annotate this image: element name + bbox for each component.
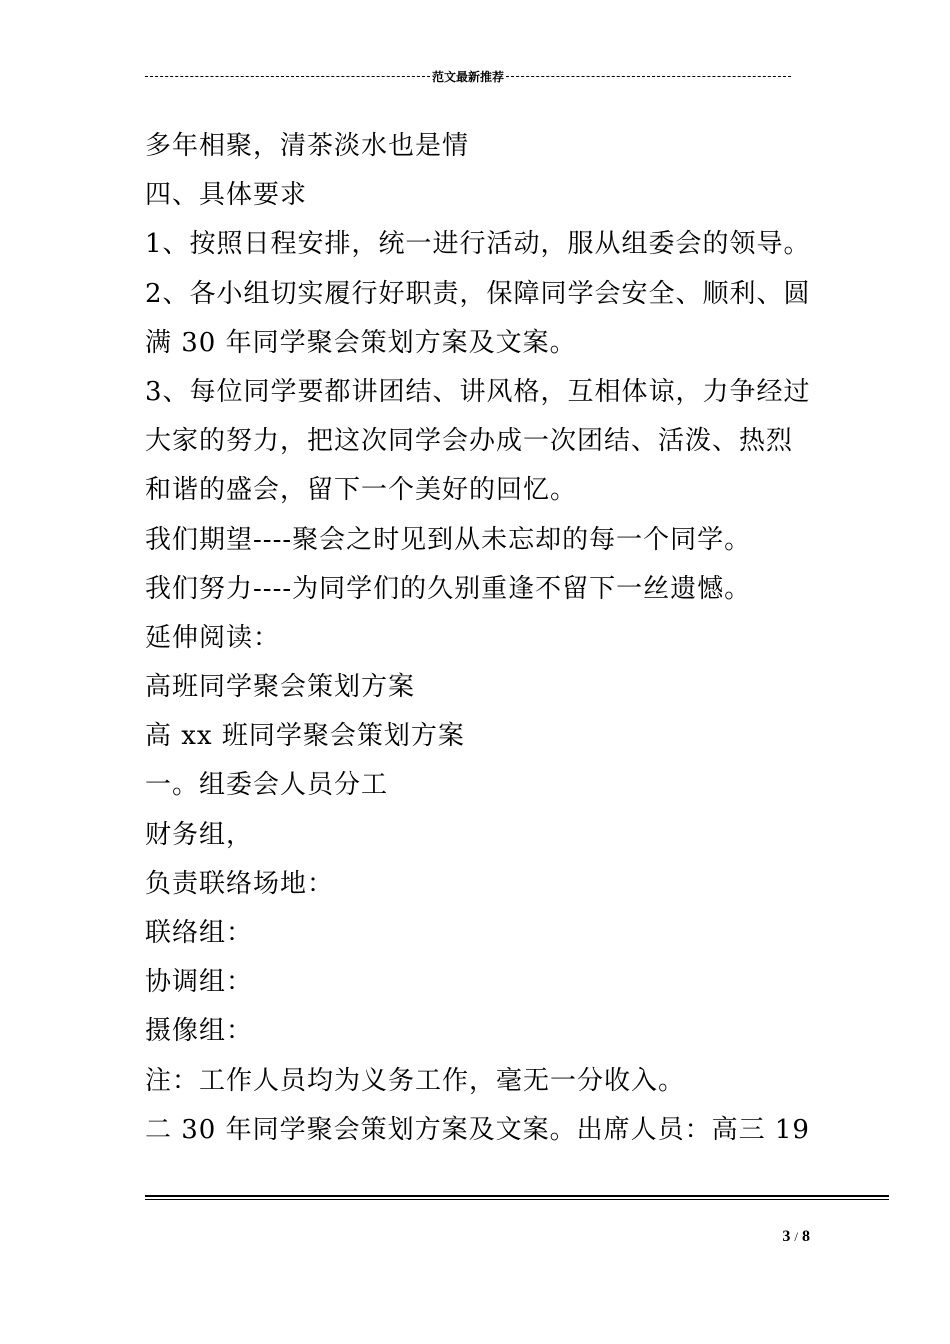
text-line: 注：工作人员均为义务工作，毫无一分收入。 bbox=[145, 1065, 686, 1096]
text-line: 高 xx 班同学聚会策划方案 bbox=[145, 721, 465, 752]
text-line: 我们期望----聚会之时见到从未忘却的每一个同学。 bbox=[145, 524, 752, 555]
text-line: 1、按照日程安排，统一进行活动，服从组委会的领导。 bbox=[145, 229, 811, 260]
text-line: 2、各小组切实履行好职责，保障同学会安全、顺利、圆 bbox=[145, 278, 811, 309]
text-line: 摄像组： bbox=[145, 1016, 254, 1047]
text-line: 延伸阅读： bbox=[145, 622, 281, 653]
header-title: 范文最新推荐 bbox=[432, 69, 505, 84]
text-line: 协调组： bbox=[145, 967, 254, 998]
page-current: 3 bbox=[782, 1228, 791, 1245]
document-body bbox=[145, 122, 825, 1155]
page-total: 8 bbox=[802, 1228, 810, 1245]
page-number bbox=[740, 1228, 810, 1246]
text-line: 负责联络场地： bbox=[145, 868, 335, 899]
page-header bbox=[145, 66, 791, 86]
section-heading: 一。组委会人员分工 bbox=[145, 770, 389, 801]
text-line: 和谐的盛会，留下一个美好的回忆。 bbox=[145, 475, 578, 506]
text-line: 多年相聚，清茶淡水也是情 bbox=[145, 131, 470, 161]
section-heading: 四、具体要求 bbox=[145, 180, 308, 211]
text-line: 大家的努力，把这次同学会办成一次团结、活泼、热烈 bbox=[145, 426, 794, 457]
header-dash-right bbox=[506, 76, 791, 77]
text-line: 财务组， bbox=[145, 819, 254, 850]
page-separator: / bbox=[794, 1229, 798, 1244]
text-line: 联络组： bbox=[145, 918, 254, 948]
text-line: 3、每位同学要都讲团结、讲风格，互相体谅，力争经过 bbox=[145, 376, 811, 407]
text-line: 二 30 年同学聚会策划方案及文案。出席人员：高三 19 bbox=[145, 1114, 810, 1145]
text-line: 我们努力----为同学们的久别重逢不留下一丝遗憾。 bbox=[145, 573, 752, 604]
footer-rule bbox=[145, 1195, 889, 1201]
text-line: 高班同学聚会策划方案 bbox=[145, 672, 416, 703]
header-dash-left bbox=[145, 76, 430, 77]
text-line: 满 30 年同学聚会策划方案及文案。 bbox=[145, 327, 577, 358]
